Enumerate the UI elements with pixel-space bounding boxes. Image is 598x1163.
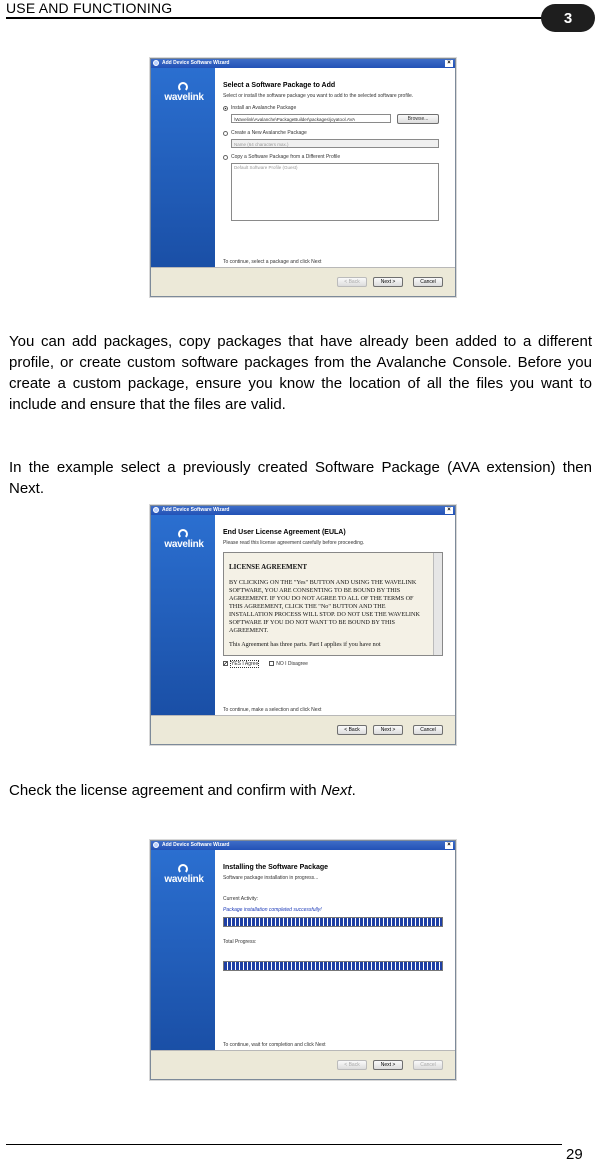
wizard-hint: To continue, make a selection and click Next <box>223 707 322 713</box>
close-icon[interactable]: × <box>445 60 453 67</box>
option-create-package[interactable] <box>223 130 443 136</box>
current-activity-label: Current Activity: <box>223 896 259 902</box>
wizard-title: Add Device Software Wizard <box>162 60 230 66</box>
wavelink-logo-icon <box>178 864 188 874</box>
back-button[interactable]: < Back <box>337 725 367 735</box>
close-icon[interactable]: × <box>445 842 453 849</box>
license-text: BY CLICKING ON THE "Yes" BUTTON AND USING THE WAVELINK SOFTWARE, YOU ARE CONSENTING TO BE BOUND BY THIS AGREEMENT. IF YOU DO NOT AGREE TO ALL OF THE TERMS OF THIS AGREEMENT, CLICK THE "No" BUTTON AND THE INSTALLATION PROCESS WILL STOP. DO NOT USE THE WAVELINK SOFTWARE IF YOU DO NOT WANT TO BE BOUND BY THIS AGREEMENT. <box>229 579 420 634</box>
paragraph-example: In the example select a previously created Software Package (AVA extension) then Next. <box>9 459 592 497</box>
wizard-sidebar <box>151 850 215 1051</box>
wizard-title: Add Device Software Wizard <box>162 507 230 513</box>
next-button[interactable]: Next > <box>373 277 403 287</box>
radio-icon[interactable] <box>223 106 228 111</box>
option-label: Install an Avalanche Package <box>231 105 297 111</box>
section-title: USE AND FUNCTIONING <box>6 0 173 16</box>
paragraph-packages: You can add packages, copy packages that have already been added to a different profile, or create custom software packages from the Avalanche Console. Before you create a custom package, ensure you know the location of all the files you want to include and ensure that the files are valid. <box>9 333 592 413</box>
wizard-title: Add Device Software Wizard <box>162 842 230 848</box>
wizard-sidebar <box>151 68 215 268</box>
paragraph-license-end: . <box>351 782 356 799</box>
license-text-continued: This Agreement has three parts. Part I applies if you have not <box>229 641 381 648</box>
back-button[interactable]: < Back <box>337 1060 367 1070</box>
option-label: Create a New Avalanche Package <box>231 130 307 136</box>
total-progress-label: Total Progress: <box>223 939 257 945</box>
paragraph-license <box>9 780 592 801</box>
chapter-badge: 3 <box>541 4 595 32</box>
wavelink-logo-icon <box>178 529 188 539</box>
paragraph-license-text: Check the license agreement and confirm with <box>9 782 321 799</box>
page-number: 29 <box>566 1146 583 1163</box>
header-rule <box>6 17 578 19</box>
wizard-button-bar <box>151 1050 455 1079</box>
agree-label: YES I Agree <box>231 661 259 667</box>
current-activity-status: Package installation completed successfully! <box>223 907 322 913</box>
wizard-hint: To continue, select a package and click Next <box>223 259 322 265</box>
close-icon[interactable]: × <box>445 507 453 514</box>
wizard-app-icon <box>153 507 159 513</box>
package-path-field[interactable]: \Wavelink\Avalanche\PackageBuilder\packages\joyatool.AVA <box>231 114 391 123</box>
step-heading: Select a Software Package to Add <box>223 82 336 89</box>
wizard-screenshot-installing <box>150 840 456 1080</box>
wavelink-logo: wavelink <box>164 874 204 885</box>
disagree-checkbox[interactable] <box>269 661 308 667</box>
step-heading: Installing the Software Package <box>223 864 329 871</box>
wavelink-logo: wavelink <box>164 92 204 103</box>
wizard-app-icon <box>153 60 159 66</box>
wavelink-logo-icon <box>178 82 188 92</box>
option-label: Copy a Software Package from a Different Profile <box>231 154 341 160</box>
wizard-button-bar <box>151 715 455 744</box>
step-description: Software package installation in progress... <box>223 875 319 881</box>
back-button[interactable]: < Back <box>337 277 367 287</box>
wizard-app-icon <box>153 842 159 848</box>
wizard-titlebar <box>151 506 455 515</box>
license-scrollbar[interactable] <box>433 553 442 655</box>
next-button[interactable]: Next > <box>373 1060 403 1070</box>
radio-icon[interactable] <box>223 131 228 136</box>
step-heading: End User License Agreement (EULA) <box>223 529 346 536</box>
profile-list[interactable]: Default Software Profile (Guest) <box>231 163 439 221</box>
footer-rule <box>6 1144 562 1145</box>
wavelink-logo: wavelink <box>164 539 204 550</box>
wizard-sidebar <box>151 515 215 716</box>
next-button[interactable]: Next > <box>373 725 403 735</box>
wizard-screenshot-eula <box>150 505 456 745</box>
package-name-field[interactable]: Name (64 characters max.) <box>231 139 439 148</box>
option-install-package[interactable] <box>223 105 443 111</box>
total-progress-bar <box>223 961 443 971</box>
radio-icon[interactable] <box>223 155 228 160</box>
license-textbox[interactable] <box>223 552 443 656</box>
checkbox-icon[interactable] <box>223 661 228 666</box>
checkbox-icon[interactable] <box>269 661 274 666</box>
cancel-button[interactable]: Cancel <box>413 1060 443 1070</box>
browse-button[interactable]: Browse... <box>397 114 439 124</box>
wizard-hint: To continue, wait for completion and click Next <box>223 1042 326 1048</box>
cancel-button[interactable]: Cancel <box>413 277 443 287</box>
wizard-titlebar <box>151 59 455 68</box>
cancel-button[interactable]: Cancel <box>413 725 443 735</box>
agree-checkbox[interactable] <box>223 661 259 667</box>
wizard-titlebar <box>151 841 455 850</box>
activity-progress-bar <box>223 917 443 927</box>
license-heading: LICENSE AGREEMENT <box>229 563 307 571</box>
wizard-screenshot-select-package <box>150 58 456 297</box>
step-description: Please read this license agreement carefully before proceeding. <box>223 540 365 546</box>
step-description: Select or install the software package you want to add to the selected software profile. <box>223 93 414 99</box>
next-emphasis: Next <box>320 782 352 799</box>
disagree-label: NO I Disagree <box>276 661 308 667</box>
wizard-button-bar <box>151 267 455 296</box>
option-copy-package[interactable] <box>223 154 443 160</box>
